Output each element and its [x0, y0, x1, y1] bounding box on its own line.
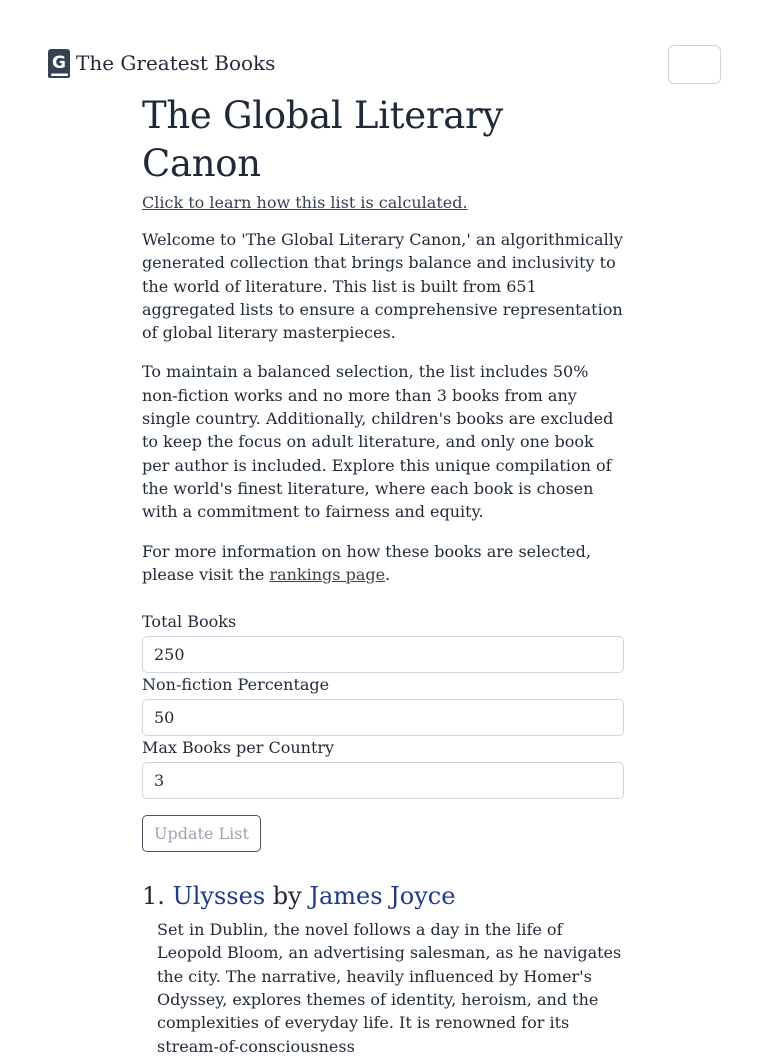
- more-info-paragraph: [142, 540, 624, 587]
- nonfiction-percentage-label: Non-fiction Percentage: [142, 675, 330, 695]
- brand-name: The Greatest Books: [76, 51, 276, 75]
- calculation-info-link[interactable]: Click to learn how this list is calculated.: [142, 193, 468, 212]
- total-books-input[interactable]: [142, 636, 624, 673]
- balance-paragraph: To maintain a balanced selection, the list includes 50% non-fiction works and no more than 3 books from any single country. Additionally, children's books are excluded to keep the focus on adult literature, and only one book per author is included. Explore this unique compilation of the world's finest literature, where each book is chosen with a commitment to fairness and equity.: [142, 362, 614, 522]
- book-rank: 1.: [142, 882, 173, 911]
- book-description: Set in Dublin, the novel follows a day in the life of Leopold Bloom, an advertising salesman, as he navigates the city. The narrative, heavily influenced by Homer's Odyssey, explores themes of identity, heroism, and the complexities of everyday life. It is renowned for its stream-of-consciousness: [157, 920, 622, 1056]
- total-books-label: Total Books: [142, 612, 237, 632]
- book-g-icon: [47, 48, 71, 78]
- book-author-link[interactable]: James Joyce: [309, 882, 456, 911]
- intro-paragraph: Welcome to 'The Global Literary Canon,' an algorithmically generated collection that brings balance and inclusivity to the world of literature. This list is built from 651 aggregated lists to ensure a comprehensive representation of global literary masterpieces.: [142, 230, 623, 343]
- main-content: [142, 92, 624, 1058]
- book-heading: [142, 880, 624, 912]
- list-settings-form: [142, 610, 624, 852]
- menu-toggle-button[interactable]: [668, 45, 721, 84]
- book-by: by: [265, 882, 310, 911]
- page-title: The Global Literary Canon: [142, 94, 503, 185]
- more-info-suffix: .: [385, 564, 391, 584]
- max-books-per-country-label: Max Books per Country: [142, 738, 335, 758]
- update-list-button[interactable]: Update List: [142, 815, 261, 852]
- rankings-page-link[interactable]: rankings page: [269, 564, 386, 584]
- book-list: [142, 880, 624, 1058]
- book-item: [142, 880, 624, 1058]
- brand-home-link[interactable]: [47, 48, 275, 78]
- nonfiction-percentage-input[interactable]: [142, 699, 624, 736]
- svg-text:G: G: [52, 53, 66, 73]
- max-books-per-country-input[interactable]: [142, 762, 624, 799]
- book-title-link[interactable]: Ulysses: [172, 882, 266, 911]
- more-info-text: For more information on how these books are selected, please visit the: [142, 541, 591, 584]
